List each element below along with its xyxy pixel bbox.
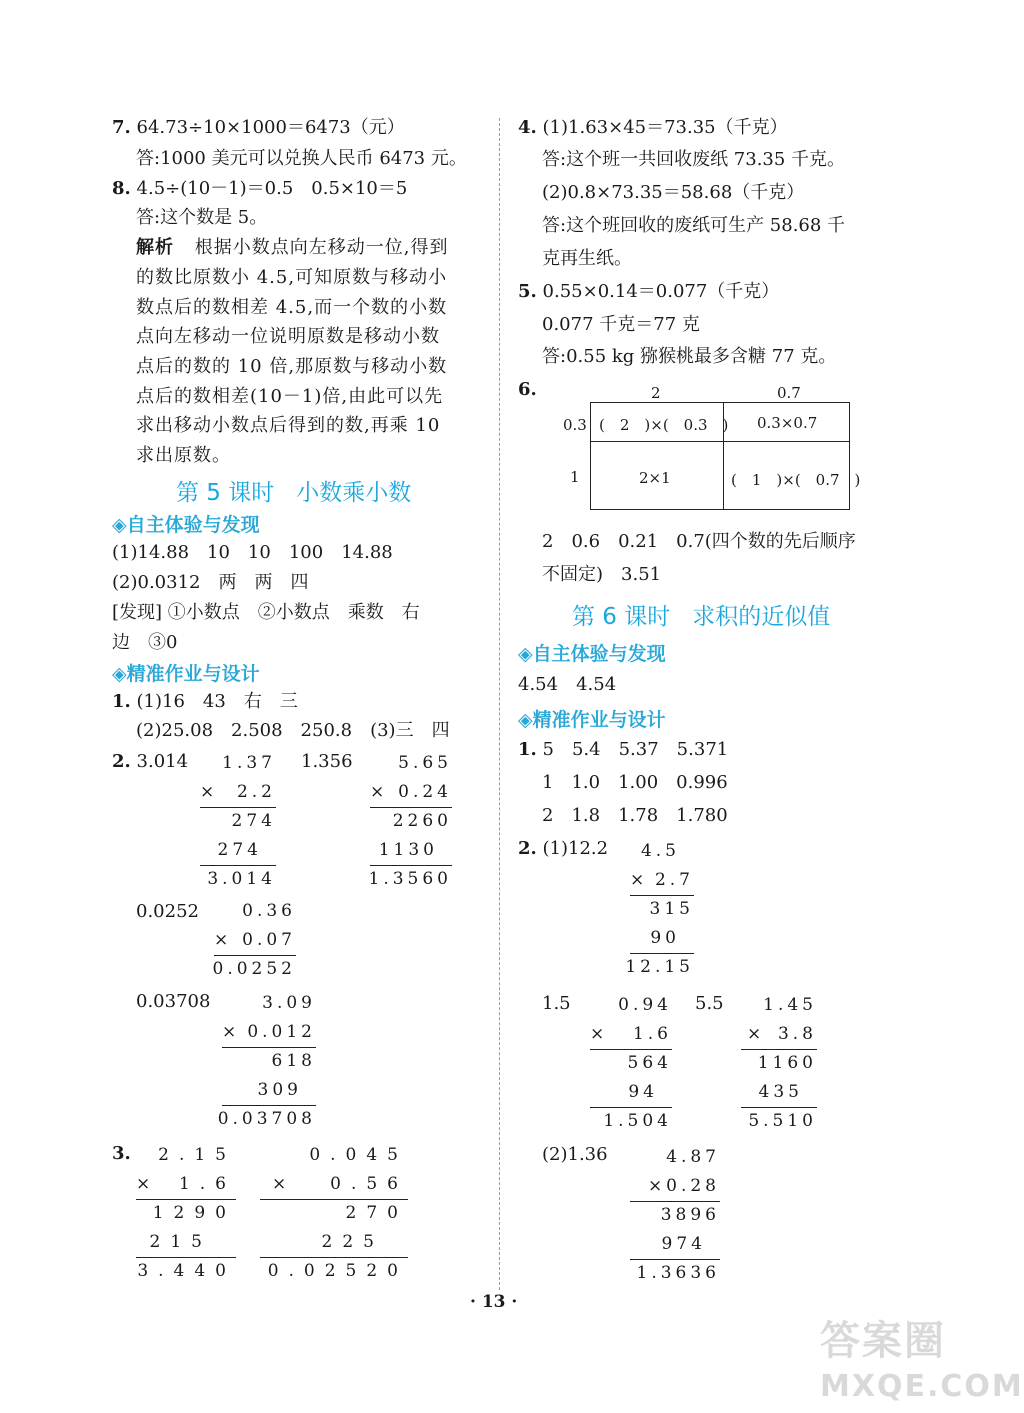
section-explore-right: ◈自主体验与发现 <box>518 643 666 665</box>
rule <box>200 807 276 808</box>
watermark-logo <box>820 1318 1024 1410</box>
rule <box>222 1105 316 1106</box>
area-model-grid <box>590 402 861 510</box>
times-sign: × <box>590 1024 605 1044</box>
hw2: 2. 3.014 <box>112 751 189 772</box>
grid-top-label-2: 2 <box>651 384 661 402</box>
q5-answer: 答:0.55 kg 猕猴桃最多含糖 77 克。 <box>542 346 837 367</box>
rule <box>630 1259 720 1260</box>
calc-1-45x3-8: 1.45 × 3.8 1160 435 5.510 <box>741 994 817 1134</box>
q6-line-1: 2 0.6 0.21 0.7(四个数的先后顺序 <box>542 531 856 552</box>
calc-0-045x0-56: 0.045 × 0.56 270 225 0.02520 <box>260 1144 408 1284</box>
q8-answer: 答:这个数是 5。 <box>136 207 268 228</box>
watermark-line-2: MXQE.COM <box>820 1369 1024 1404</box>
analysis-line-7: 求出移动小数点后得到的数,再乘 10 <box>136 415 441 436</box>
r-hw1-row-1: 1. 5 5.4 5.37 5.371 <box>518 739 729 760</box>
times-sign: × <box>136 1174 161 1194</box>
analysis-line-1: 解析 根据小数点向左移动一位,得到 <box>136 237 449 258</box>
rule <box>630 953 694 954</box>
analysis-line-6: 点后的数相差(10－1)倍,由此可以先 <box>136 386 444 407</box>
explore-line-4: 边 ③0 <box>112 632 178 653</box>
watermark-line-1: 答案圈 <box>820 1318 946 1364</box>
times-sign: × <box>630 870 645 890</box>
rule <box>370 865 452 866</box>
times-sign: × <box>222 1022 237 1042</box>
calc-5-65x0-24: 5.65 × 0.24 2260 1130 1.3560 <box>368 753 452 889</box>
q4-answer-2a: 答:这个班回收的废纸可生产 58.68 千 <box>542 215 846 236</box>
r-hw2-part-2: (2)1.36 <box>542 1144 608 1165</box>
r-hw2-answer-1-5: 1.5 <box>542 993 571 1014</box>
grid-cell-tr: 0.3×0.7 <box>757 414 818 432</box>
q4: 4. (1)1.63×45＝73.35（千克） <box>518 117 788 138</box>
grid-left-label-1: 1 <box>570 468 580 486</box>
q4-answer-1: 答:这个班一共回收废纸 73.35 千克。 <box>542 149 846 170</box>
analysis-line-2: 的数比原数小 4.5,可知原数与移动小 <box>136 267 448 288</box>
r-hw2: 2. (1)12.2 <box>518 838 609 859</box>
hw2-answer-b: 1.356 <box>301 751 353 772</box>
calc-4-5x2-7: 4.5 × 2.7 315 90 12.15 <box>625 841 694 977</box>
page-number: · 13 · <box>470 1292 518 1312</box>
times-sign: × <box>747 1024 762 1044</box>
rule <box>222 1047 316 1048</box>
section-explore-left: ◈自主体验与发现 <box>112 514 260 536</box>
grid-top-label-0-7: 0.7 <box>777 384 801 402</box>
watermark-text <box>820 1318 1024 1410</box>
analysis-line-4: 点向左移动一位说明原数是移动小数 <box>136 326 440 347</box>
section-homework-left: ◈精准作业与设计 <box>112 663 260 685</box>
r-hw2-answer-5-5: 5.5 <box>695 993 724 1014</box>
rule <box>260 1257 408 1258</box>
explore-line-2: (2)0.0312 两 两 四 <box>112 572 309 593</box>
column-divider <box>499 118 500 1290</box>
q6-line-2: 不固定) 3.51 <box>542 564 662 585</box>
times-sign: × <box>272 1174 287 1194</box>
grid-cell-bl: 2×1 <box>639 469 671 487</box>
hw1-line2: (2)25.08 2.508 250.8 (3)三 四 <box>136 720 450 741</box>
analysis-line-5: 点后的数的 10 倍,那原数与移动小数 <box>136 356 448 377</box>
q5: 5. 0.55×0.14＝0.077（千克） <box>518 281 780 302</box>
lesson6-title: 第 6 课时 求积的近似值 <box>572 604 831 630</box>
times-sign: × <box>214 930 229 950</box>
rule <box>741 1107 817 1108</box>
q5-line-2: 0.077 千克＝77 克 <box>542 314 700 335</box>
rule <box>630 895 694 896</box>
lesson5-title: 第 5 课时 小数乘小数 <box>176 480 412 506</box>
times-sign: × <box>370 782 385 802</box>
r-hw1-row-2: 1 1.0 1.00 0.996 <box>542 772 728 793</box>
q8: 8. 4.5÷(10－1)＝0.5 0.5×10＝5 <box>112 178 408 199</box>
grid-cell-br: ( 1 )×( 0.7 ) <box>731 471 861 489</box>
rule <box>136 1199 236 1200</box>
calc-0-36x0-07: 0.36 × 0.07 0.0252 <box>212 901 296 979</box>
section-homework-right: ◈精准作业与设计 <box>518 709 666 731</box>
hw2-answer-c: 0.0252 <box>136 901 199 922</box>
rule <box>200 865 276 866</box>
grid-left-label-0-3: 0.3 <box>563 416 587 434</box>
calc-2-15x1-6: 2.15 × 1.6 1290 215 3.440 <box>136 1145 236 1281</box>
calc-4-87x0-28: 4.87 × 0.28 3896 974 1.3636 <box>630 1146 720 1286</box>
rule <box>630 1201 720 1202</box>
rule <box>370 807 452 808</box>
q7-answer: 答:1000 美元可以兑换人民币 6473 元。 <box>136 148 467 169</box>
analysis-line-3: 数点后的数相差 4.5,而一个数的小数 <box>136 297 448 318</box>
analysis-line-8: 求出原数。 <box>136 445 231 466</box>
analysis-label: 解析 <box>136 237 174 258</box>
r-hw1-row-3: 2 1.8 1.78 1.780 <box>542 805 728 826</box>
rule <box>590 1107 672 1108</box>
rule <box>214 955 296 956</box>
rule <box>260 1199 408 1200</box>
calc-1-37x2-2: 1.37 × 2.2 274 274 3.014 <box>200 753 276 889</box>
hw1: 1. (1)16 43 右 三 <box>112 691 298 712</box>
grid-horizontal-line <box>591 441 849 442</box>
times-sign: × <box>200 782 215 802</box>
q4-answer-2b: 克再生纸。 <box>542 248 632 269</box>
rule <box>136 1257 236 1258</box>
q4-line-2: (2)0.8×73.35＝58.68（千克） <box>542 182 805 203</box>
q6-number: 6. <box>518 379 537 400</box>
explore-line-1: (1)14.88 10 10 100 14.88 <box>112 542 393 563</box>
rule <box>590 1049 672 1050</box>
times-sign: × <box>648 1176 663 1196</box>
hw2-answer-d: 0.03708 <box>136 991 211 1012</box>
explore-line-3: [发现] ①小数点 ②小数点 乘数 右 <box>112 602 420 623</box>
q7: 7. 64.73÷10×1000＝6473（元） <box>112 117 405 138</box>
grid-cell-tl: ( 2 )×( 0.3 ) <box>599 416 729 434</box>
hw3-number: 3. <box>112 1143 131 1164</box>
rule <box>741 1049 817 1050</box>
calc-0-94x1-6: 0.94 × 1.6 564 94 1.504 <box>590 995 672 1131</box>
calc-3-09x0-012: 3.09 × 0.012 618 309 0.03708 <box>217 993 316 1129</box>
explore-line-right: 4.54 4.54 <box>518 674 617 695</box>
